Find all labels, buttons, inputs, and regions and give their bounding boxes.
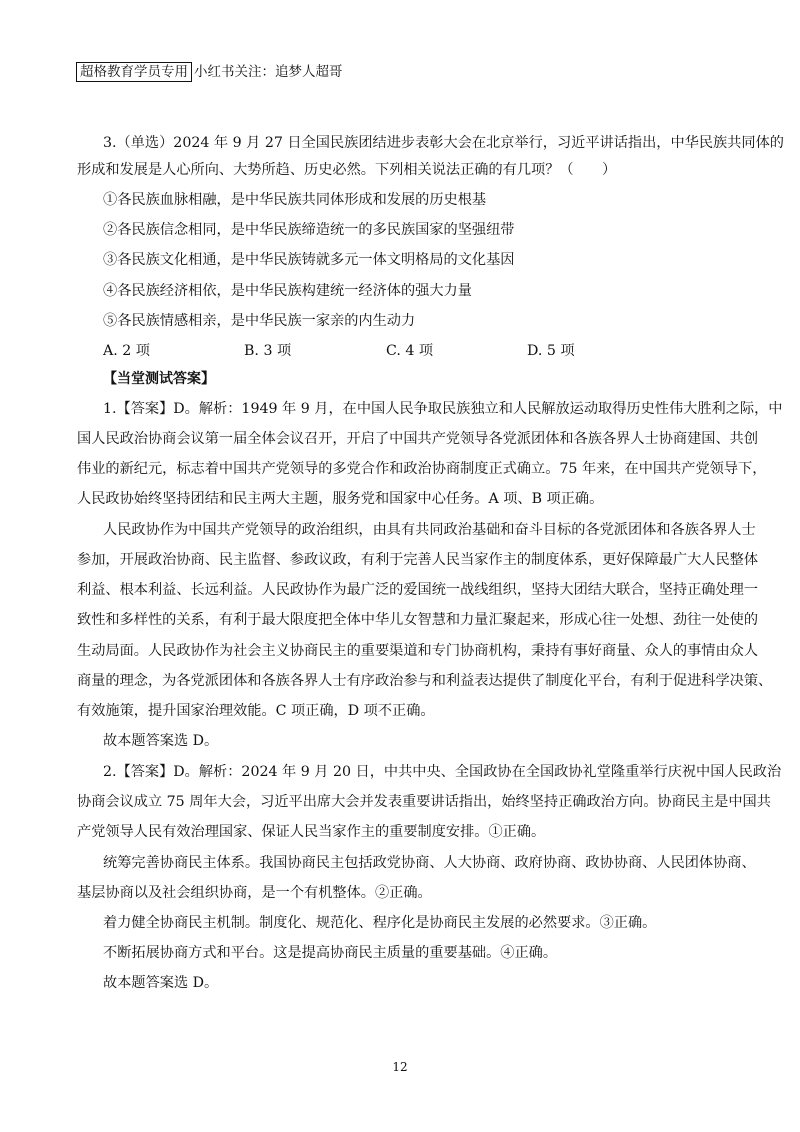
answer-1-para2-line-5: 生动局面。人民政协作为社会主义协商民主的重要渠道和专门协商机构，秉持有事好商量、众人的事情由众人 bbox=[77, 643, 759, 659]
answer-2-para2-line-2: 基层协商以及社会组织协商，是一个有机整体。②正确。 bbox=[77, 885, 432, 901]
answer-1-line-1: 1.【答案】D。解析：1949 年 9 月，在中国人民争取民族独立和人民解放运动取得历史性伟大胜利之际，中 bbox=[103, 401, 783, 417]
option-a: A. 2 项 bbox=[103, 343, 150, 359]
answer-1-para2-line-1: 人民政协作为中国共产党领导的政治组织，由具有共同政治基础和奋斗目标的各党派团体和各族各界人士 bbox=[103, 522, 756, 538]
answer-2-line-2: 协商会议成立 75 周年大会，习近平出席大会并发表重要讲话指出，始终坚持正确政治方向。协商民主是中国共 bbox=[77, 794, 771, 810]
institution-tag: 超格教育学员专用 bbox=[76, 62, 192, 82]
answer-1-line-4: 人民政协始终坚持团结和民主两大主题，服务党和国家中心任务。A 项、B 项正确。 bbox=[77, 491, 604, 507]
question-3-stem-line-1: 3.（单选）2024 年 9 月 27 日全国民族团结进步表彰大会在北京举行，习近平讲话指出，中华民族共同体的 bbox=[103, 135, 784, 151]
answer-2-line-1: 2.【答案】D。解析：2024 年 9 月 20 日，中共中央、全国政协在全国政协礼堂隆重举行庆祝中国人民政治 bbox=[103, 764, 782, 780]
option-d: D. 5 项 bbox=[527, 343, 575, 359]
page-header bbox=[76, 61, 343, 83]
answer-1-para2-line-4: 致性和多样性的关系，有利于最大限度把全体中华儿女智慧和力量汇聚起来，形成心往一处想、劲往一处使的 bbox=[77, 612, 759, 628]
statement-3: ③各民族文化相通，是中华民族铸就多元一体文明格局的文化基因 bbox=[103, 252, 515, 268]
statement-1: ①各民族血脉相融，是中华民族共同体形成和发展的历史根基 bbox=[103, 192, 487, 208]
answer-1-line-3: 伟业的新纪元，标志着中国共产党领导的多党合作和政治协商制度正式确立。75 年来，在中国共产党领导下， bbox=[77, 461, 767, 477]
answers-section-title: 【当堂测试答案】 bbox=[103, 371, 215, 387]
answer-2-line-3: 产党领导人民有效治理国家、保证人民当家作主的重要制度安排。①正确。 bbox=[77, 824, 546, 840]
answer-2-para4: 不断拓展协商方式和平台。这是提高协商民主质量的重要基础。④正确。 bbox=[103, 945, 558, 961]
option-c: C. 4 项 bbox=[386, 343, 434, 359]
statement-2: ②各民族信念相同，是中华民族缔造统一的多民族国家的坚强纽带 bbox=[103, 222, 515, 238]
answer-1-para2-line-2: 参加，开展政治协商、民主监督、参政议政，有利于完善人民当家作主的制度体系，更好保障最广大人民整体 bbox=[77, 552, 759, 568]
statement-5: ⑤各民族情感相亲，是中华民族一家亲的内生动力 bbox=[103, 313, 416, 329]
answer-2-conclusion: 故本题答案选 D。 bbox=[103, 975, 219, 991]
answer-1-line-2: 国人民政治协商会议第一届全体会议召开，开启了中国共产党领导各党派团体和各族各界人士协商建国、共创 bbox=[77, 431, 759, 447]
option-b: B. 3 项 bbox=[244, 343, 292, 359]
answer-1-para2-line-7: 有效施策，提升国家治理效能。C 项正确，D 项不正确。 bbox=[77, 703, 435, 719]
answer-2-para2-line-1: 统筹完善协商民主体系。我国协商民主包括政党协商、人大协商、政府协商、政协协商、人民团体协商、 bbox=[103, 855, 756, 871]
answer-1-conclusion: 故本题答案选 D。 bbox=[103, 733, 219, 749]
answer-1-para2-line-3: 利益、根本利益、长远利益。人民政协作为最广泛的爱国统一战线组织，坚持大团结大联合，坚持正确处理一 bbox=[77, 582, 759, 598]
follow-note: 小红书关注：追梦人超哥 bbox=[194, 64, 343, 80]
page-number: 12 bbox=[392, 1060, 408, 1074]
statement-4: ④各民族经济相依，是中华民族构建统一经济体的强大力量 bbox=[103, 283, 472, 299]
answer-2-para3: 着力健全协商民主机制。制度化、规范化、程序化是协商民主发展的必然要求。③正确。 bbox=[103, 915, 657, 931]
question-3-stem-line-2: 形成和发展是人心所向、大势所趋、历史必然。下列相关说法正确的有几项？（ ） bbox=[77, 162, 617, 178]
answer-1-para2-line-6: 商量的理念，为各党派团体和各族各界人士有序政治参与和利益表达提供了制度化平台，有利于促进科学决策、 bbox=[77, 673, 773, 689]
